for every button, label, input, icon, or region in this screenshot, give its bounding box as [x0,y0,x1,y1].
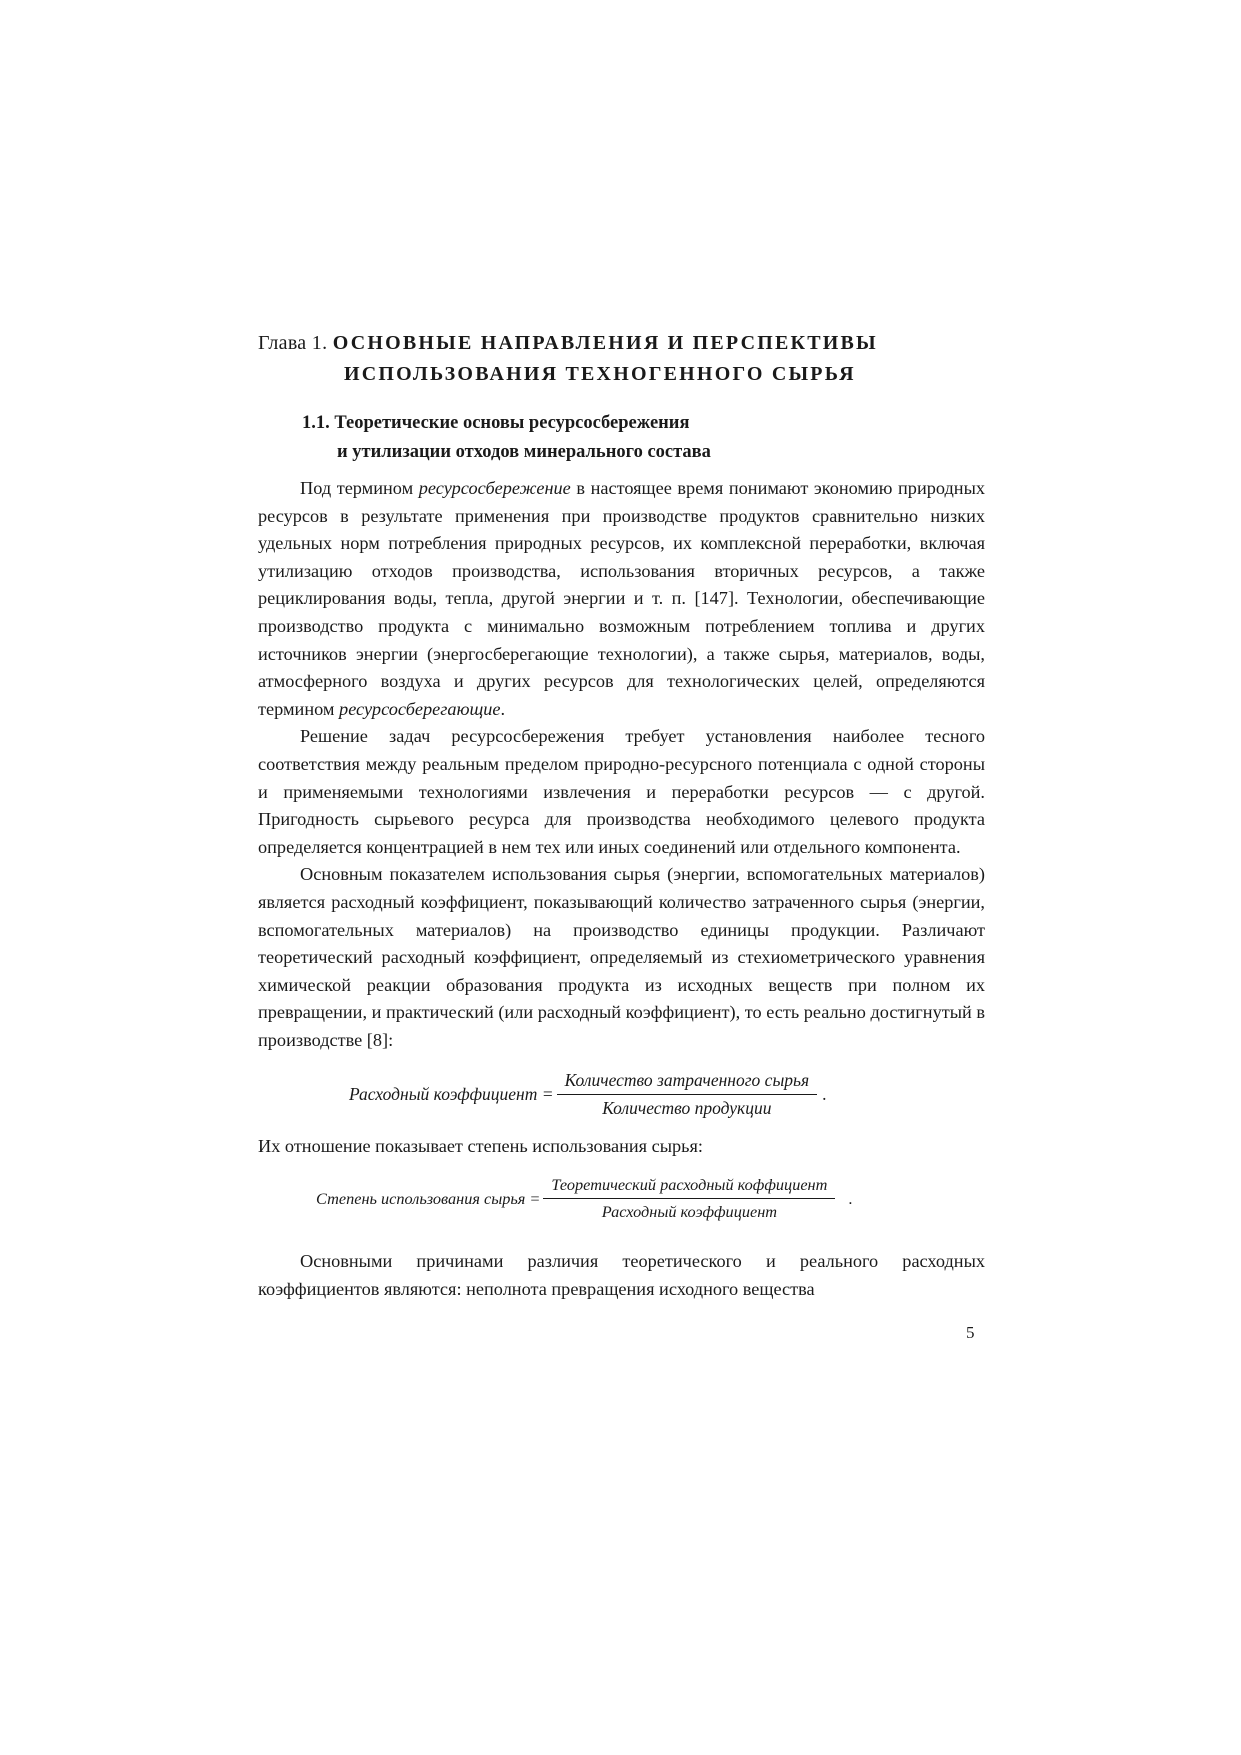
paragraph-2: Решение задач ресурсосбережения требует установления наиболее тесного соответствия между реальным пределом природно-ресурсного потенциала с одной стороны и применяемыми технологиями извлечения и переработки ресурсов — с другой. Пригодность сырьевого ресурса для производства необходимого целевого продукта определяется концентрацией в нем тех или иных соединений или отдельного компонента. [258,726,985,857]
formula-1-fraction [557,1070,818,1119]
formula-2-denominator: Расходный коэффициент [601,1202,778,1221]
formula-1-lhs: Расходный коэффициент = [349,1084,554,1104]
formula-utilization-degree [316,1175,852,1222]
body-text-block-1 [258,475,985,1054]
body-text-block-2 [258,1133,985,1161]
body-text-block-3 [258,1248,985,1303]
paragraph-1 [258,475,985,723]
formula-1-denominator: Количество продукции [602,1098,772,1118]
chapter-prefix: Глава 1. [258,332,333,354]
formula-2-numerator: Теоретический расходный коффициент [543,1175,835,1199]
section-heading [302,409,1002,467]
paragraph-1-text-a: Под термином [300,478,419,498]
formula-consumption-coefficient [349,1070,827,1119]
section-title-line2: и утилизации отходов минерального состава [337,442,711,462]
chapter-title-line2: ИСПОЛЬЗОВАНИЯ ТЕХНОГЕННОГО СЫРЬЯ [344,363,856,385]
paragraph-1-text-c: . [500,698,506,719]
formula-2-end: . [848,1188,853,1208]
paragraph-1-text-b: в настоящее время понимают экономию природных ресурсов в результате применения при производстве продуктов сравнительно низких удельных норм потребления природных ресурсов, их комплексной переработки, включая утилизацию отходов производства, использования вторичных ресурсов, а также рециклирования воды, тепла, другой энергии и т. п. [147]. Технологии, обеспечивающие производство продукта с минимально возможным потреблением топлива и других источников энергии (энергосберегающие технологии), а также сырья, материалов, воды, атмосферного воздуха и других ресурсов для технологических целей, определяются термином [258,478,985,719]
paragraph-5: Основными причинами различия теоретического и реального расходных коэффициентов являются: неполнота превращения исходного вещества [258,1251,985,1299]
formula-1-numerator: Количество затраченного сырья [557,1070,818,1095]
section-title-line1: 1.1. Теоретические основы ресурсосбережения [302,413,690,433]
paragraph-3: Основным показателем использования сырья (энергии, вспомогательных материалов) является расходный коэффициент, показывающий количество затраченного сырья (энергии, вспомогательных материалов) на производство единицы продукции. Различают теоретический расходный коэффициент, определяемый из стехиометрического уравнения химической реакции образования продукта из исходных веществ при полном их превращении, и практический (или расходный коэффициент), то есть реально достигнутый в производстве [8]: [258,864,985,1050]
paragraph-4: Их отношение показывает степень использования сырья: [258,1136,704,1156]
chapter-title-line1: ОСНОВНЫЕ НАПРАВЛЕНИЯ И ПЕРСПЕКТИВЫ [332,332,878,354]
formula-1-end: . [822,1084,827,1104]
chapter-heading [258,328,1018,390]
term-resource-saving-adj: ресурсосберегающие [339,698,501,719]
formula-2-fraction [543,1175,835,1222]
term-resource-saving: ресурсосбережение [418,478,571,498]
formula-2-lhs: Степень использования сырья = [316,1188,541,1208]
page-number: 5 [966,1323,975,1342]
